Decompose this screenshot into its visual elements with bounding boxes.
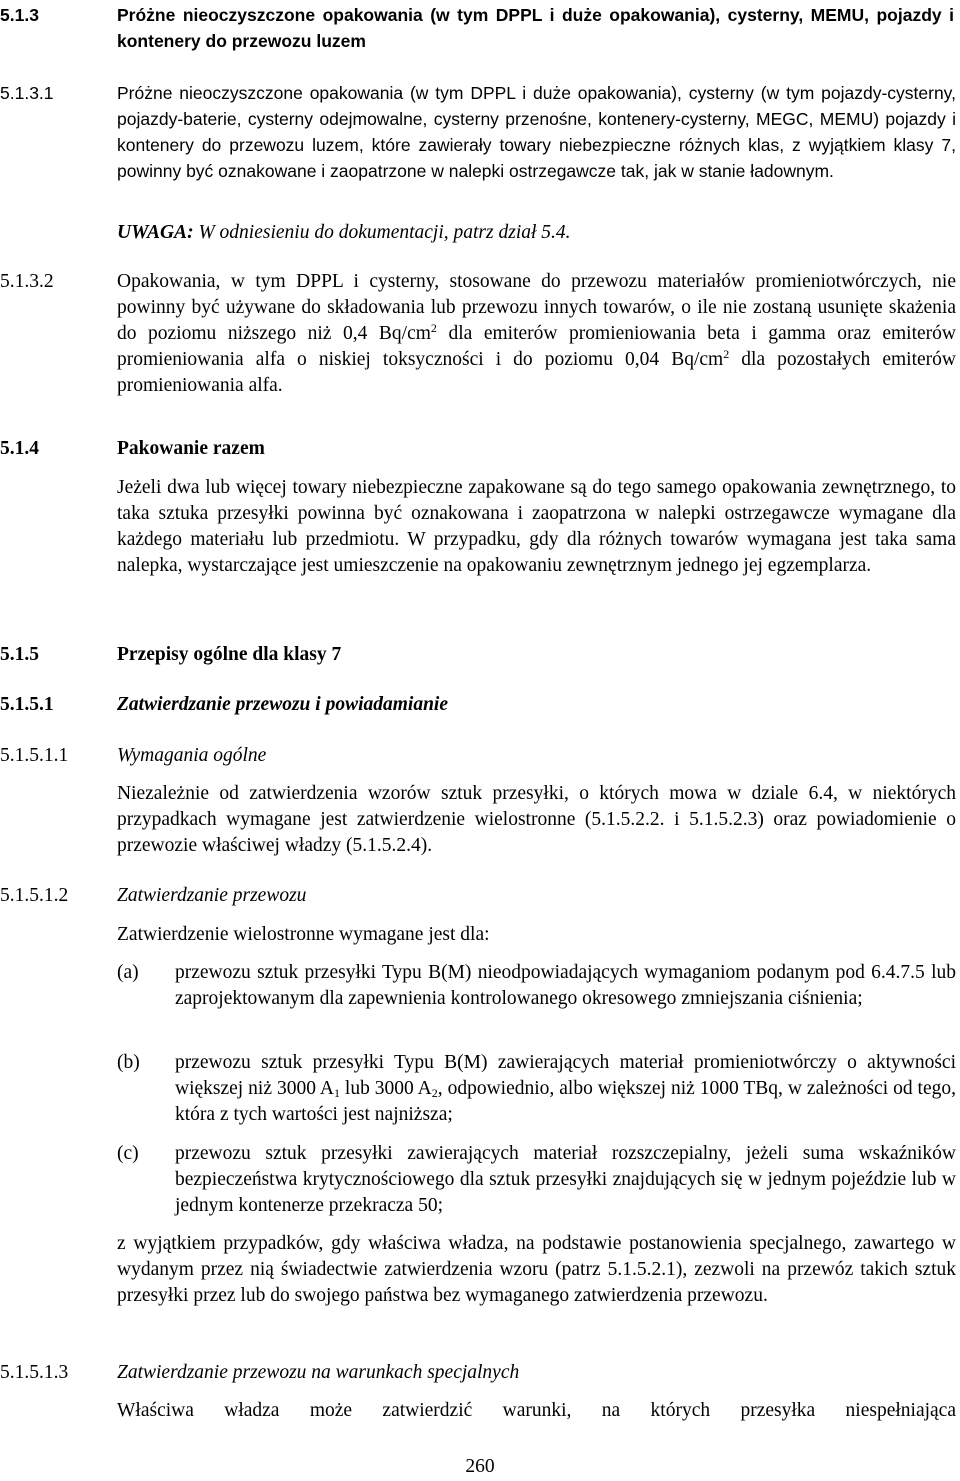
section-heading: Przepisy ogólne dla klasy 7	[117, 644, 342, 665]
note-label: UWAGA:	[117, 222, 194, 243]
page-number: 260	[465, 1456, 495, 1477]
section-number: 5.1.5.1	[0, 694, 54, 715]
section-number: 5.1.5.1.1	[0, 745, 69, 766]
paragraph: Próżne nieoczyszczone opakowania (w tym DPPL i duże opakowania), cysterny (w tym pojazdy-cysterny, pojazdy-baterie, cysterny odejmowalne, cysterny przenośne, kontenery-cysterny, MEGC, MEMU) pojazdy i kontenery do przewozu luzem, które zawierały towary niebezpieczne różnych klas, z wyjątkiem klasy 7, powinny być oznakowane i zaopatrzone w nalepki ostrzegawcze tak, jak w stanie ładownym.	[117, 83, 956, 181]
section-number: 5.1.3.1	[0, 83, 54, 103]
section-heading: Próżne nieoczyszczone opakowania (w tym DPPL i duże opakowania), cysterny, MEMU, pojazdy i kontenery do przewozu luzem	[117, 5, 954, 51]
section-number: 5.1.3	[0, 5, 39, 25]
note-text: W odniesieniu do dokumentacji, patrz dział 5.4.	[193, 222, 571, 243]
section-number: 5.1.5	[0, 644, 39, 665]
paragraph: Niezależnie od zatwierdzenia wzorów sztuk przesyłki, o których mowa w dziale 6.4, w niektórych przypadkach wymagane jest zatwierdzenie wielostronne (5.1.5.2.2. i 5.1.5.2.3) oraz powiadomienie o przewozie właściwej władzy (5.1.5.2.4).	[117, 783, 956, 856]
paragraph	[117, 269, 956, 399]
subscript: 2	[431, 1086, 438, 1100]
text-run: dla emiterów promieniowania beta i gamma oraz emiterów promieniowania alfa o niskiej toksyczności i do poziomu 0,04 Bq/cm	[117, 323, 956, 370]
section-number: 5.1.5.1.2	[0, 885, 69, 906]
superscript: 2	[430, 321, 437, 335]
section-heading: Zatwierdzanie przewozu na warunkach specjalnych	[117, 1362, 520, 1383]
list-item	[175, 1050, 956, 1128]
paragraph: Właściwa władza może zatwierdzić warunki, na których przesyłka niespełniająca	[117, 1400, 956, 1421]
text-run: lub 3000 A	[339, 1078, 432, 1099]
list-item: przewozu sztuk przesyłki zawierających materiał rozszczepialny, jeżeli suma wskaźników bezpieczeństwa krytycznościowego dla sztuk przesyłki znajdujących się w jednym pojeździe lub w jednym kontenerze przekracza 50;	[175, 1143, 956, 1216]
section-number: 5.1.4	[0, 438, 39, 459]
subscript: 1	[333, 1086, 340, 1100]
text-run: , odpowiednio, albo większej niż 1000 TBq, w zależności od tego, która z tych wartości jest najniższa;	[175, 1078, 956, 1125]
section-number: 5.1.5.1.3	[0, 1362, 69, 1383]
section-heading: Pakowanie razem	[117, 438, 265, 459]
list-item-label: (a)	[117, 962, 139, 983]
note	[117, 220, 571, 246]
section-number: 5.1.3.2	[0, 271, 54, 292]
text-run: przewozu sztuk przesyłki Typu B(M) zawierających materiał promieniotwórczy o aktywności większej niż 3000 A	[175, 1052, 956, 1099]
paragraph: Jeżeli dwa lub więcej towary niebezpieczne zapakowane są do tego samego opakowania zewnętrznego, to taka sztuka przesyłki powinna być oznakowana i zaopatrzona w nalepki ostrzegawcze wymagane dla każdego materiału lub przedmiotu. W przypadku, gdy dla różnych towarów wymagana jest taka sama nalepka, wystarczające jest umieszczenie na opakowaniu zewnętrznym jednego jej egzemplarza.	[117, 477, 956, 576]
section-heading: Zatwierdzanie przewozu i powiadamianie	[117, 694, 448, 715]
list-item-label: (b)	[117, 1052, 140, 1073]
list-item-label: (c)	[117, 1143, 139, 1164]
section-heading: Wymagania ogólne	[117, 745, 267, 766]
superscript: 2	[723, 347, 730, 361]
text-run: dla pozostałych emiterów promieniowania alfa.	[117, 349, 956, 396]
text-run: Opakowania, w tym DPPL i cysterny, stosowane do przewozu materiałów promieniotwórczych, nie powinny być używane do składowania lub przewozu innych towarów, o ile nie zostaną usunięte skażenia do poziomu niższego niż 0,4 Bq/cm	[117, 271, 956, 344]
section-heading: Zatwierdzanie przewozu	[117, 885, 307, 906]
list-intro: Zatwierdzenie wielostronne wymagane jest dla:	[117, 924, 490, 945]
list-item: przewozu sztuk przesyłki Typu B(M) nieodpowiadających wymaganiom podanym pod 6.4.7.5 lub zaprojektowanym dla zapewnienia kontrolowanego okresowego zmniejszania ciśnienia;	[175, 962, 956, 1009]
paragraph: z wyjątkiem przypadków, gdy właściwa władza, na podstawie postanowienia specjalnego, zawartego w wydanym przez nią świadectwie zatwierdzenia wzoru (patrz 5.1.5.2.1), zezwoli na przewóz takich sztuk przesyłki przez lub do swojego państwa bez wymaganego zatwierdzenia przewozu.	[117, 1233, 956, 1306]
